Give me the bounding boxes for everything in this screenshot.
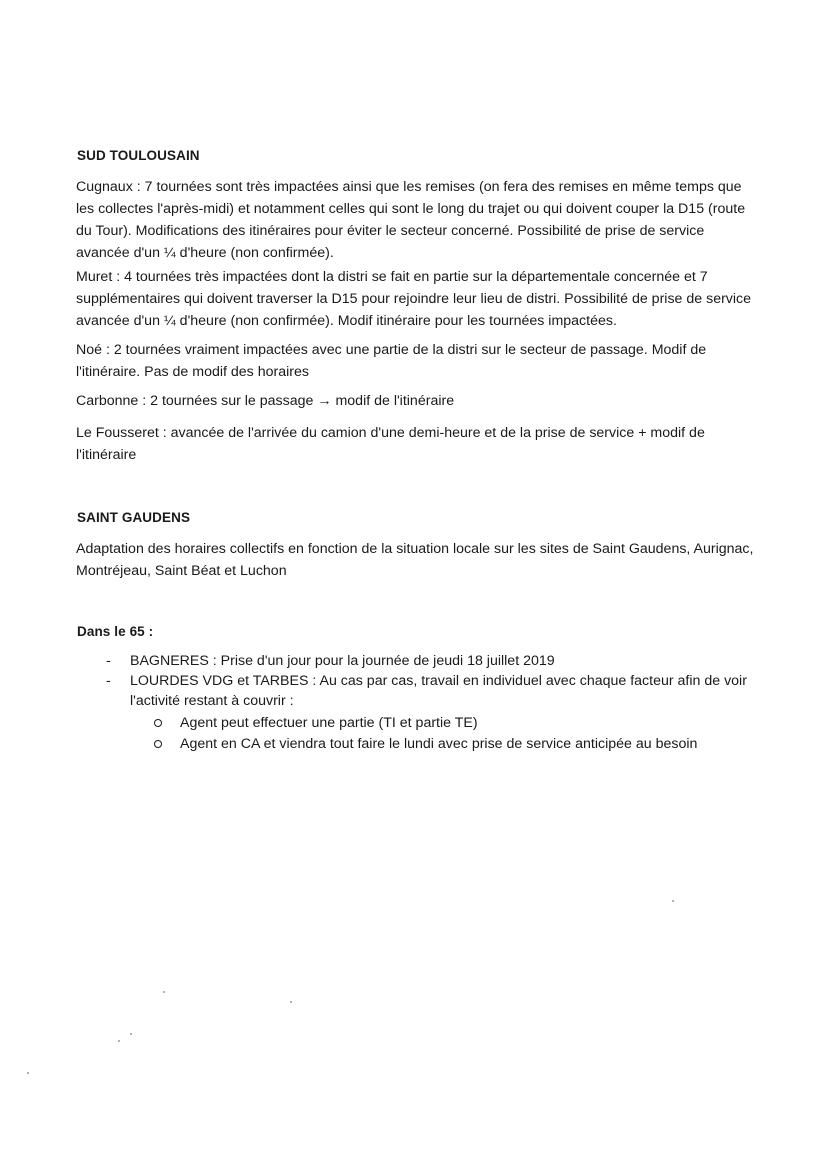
paragraph-noe: Noé : 2 tournées vraiment impactées avec une partie de la distri sur le secteur de passage. Modif de l'itinéraire. Pas de modif des horaires bbox=[76, 342, 707, 380]
dash-bullet: - bbox=[106, 653, 111, 669]
list-item-text-bagneres: BAGNERES : Prise d'un jour pour la journée de jeudi 18 juillet 2019 bbox=[130, 653, 555, 669]
section-heading-saint-gaudens: SAINT GAUDENS bbox=[77, 510, 191, 525]
paragraph-muret: Muret : 4 tournées très impactées dont la distri se fait en partie sur la départementale concernée et 7 supplémentaires qui doivent traverser la D15 pour rejoindre leur lieu de distri. Possibilité de prise de service avancée d'un ¼ d'heure (non confirmée). Modif itinéraire pour les tournées impactées. bbox=[76, 269, 752, 329]
circle-bullet-icon bbox=[154, 719, 162, 727]
sub-item-text-1: Agent peut effectuer une partie (TI et partie TE) bbox=[180, 715, 478, 731]
paragraph-saint-gaudens: Adaptation des horaires collectifs en fonction de la situation locale sur les sites de Saint Gaudens, Aurignac, Montréjeau, Saint Béat et Luchon bbox=[76, 541, 754, 579]
paragraph-le-fousseret: Le Fousseret : avancée de l'arrivée du camion d'une demi-heure et de la prise de service + modif de l'itinéraire bbox=[76, 425, 705, 463]
section-heading-sud-toulousain: SUD TOULOUSAIN bbox=[77, 148, 200, 163]
scan-speck bbox=[163, 991, 165, 993]
scan-speck bbox=[290, 1001, 292, 1003]
section-heading-dans-le-65: Dans le 65 : bbox=[77, 624, 154, 639]
circle-bullet-icon bbox=[154, 740, 162, 748]
dash-bullet: - bbox=[106, 673, 111, 689]
list-item-text-lourdes: LOURDES VDG et TARBES : Au cas par cas, travail en individuel avec chaque facteur afin de voir l'activité restant à couvrir : bbox=[130, 673, 747, 709]
paragraph-cugnaux: Cugnaux : 7 tournées sont très impactées ainsi que les remises (on fera des remises en même temps que les collectes l'après-midi) et notamment celles qui sont le long du trajet ou qui doivent couper la D15 (route du Tour). Modifications des itinéraires pour éviter le secteur concerné. Possibilité de prise de service avancée d'un ¼ d'heure (non confirmée). bbox=[76, 179, 746, 261]
scan-speck bbox=[27, 1072, 29, 1074]
sub-item-text-2: Agent en CA et viendra tout faire le lundi avec prise de service anticipée au besoin bbox=[180, 736, 698, 752]
scan-speck bbox=[672, 900, 674, 902]
scan-speck bbox=[118, 1040, 120, 1042]
paragraph-carbonne: Carbonne : 2 tournées sur le passage → modif de l'itinéraire bbox=[76, 393, 455, 409]
scan-speck bbox=[130, 1033, 132, 1035]
